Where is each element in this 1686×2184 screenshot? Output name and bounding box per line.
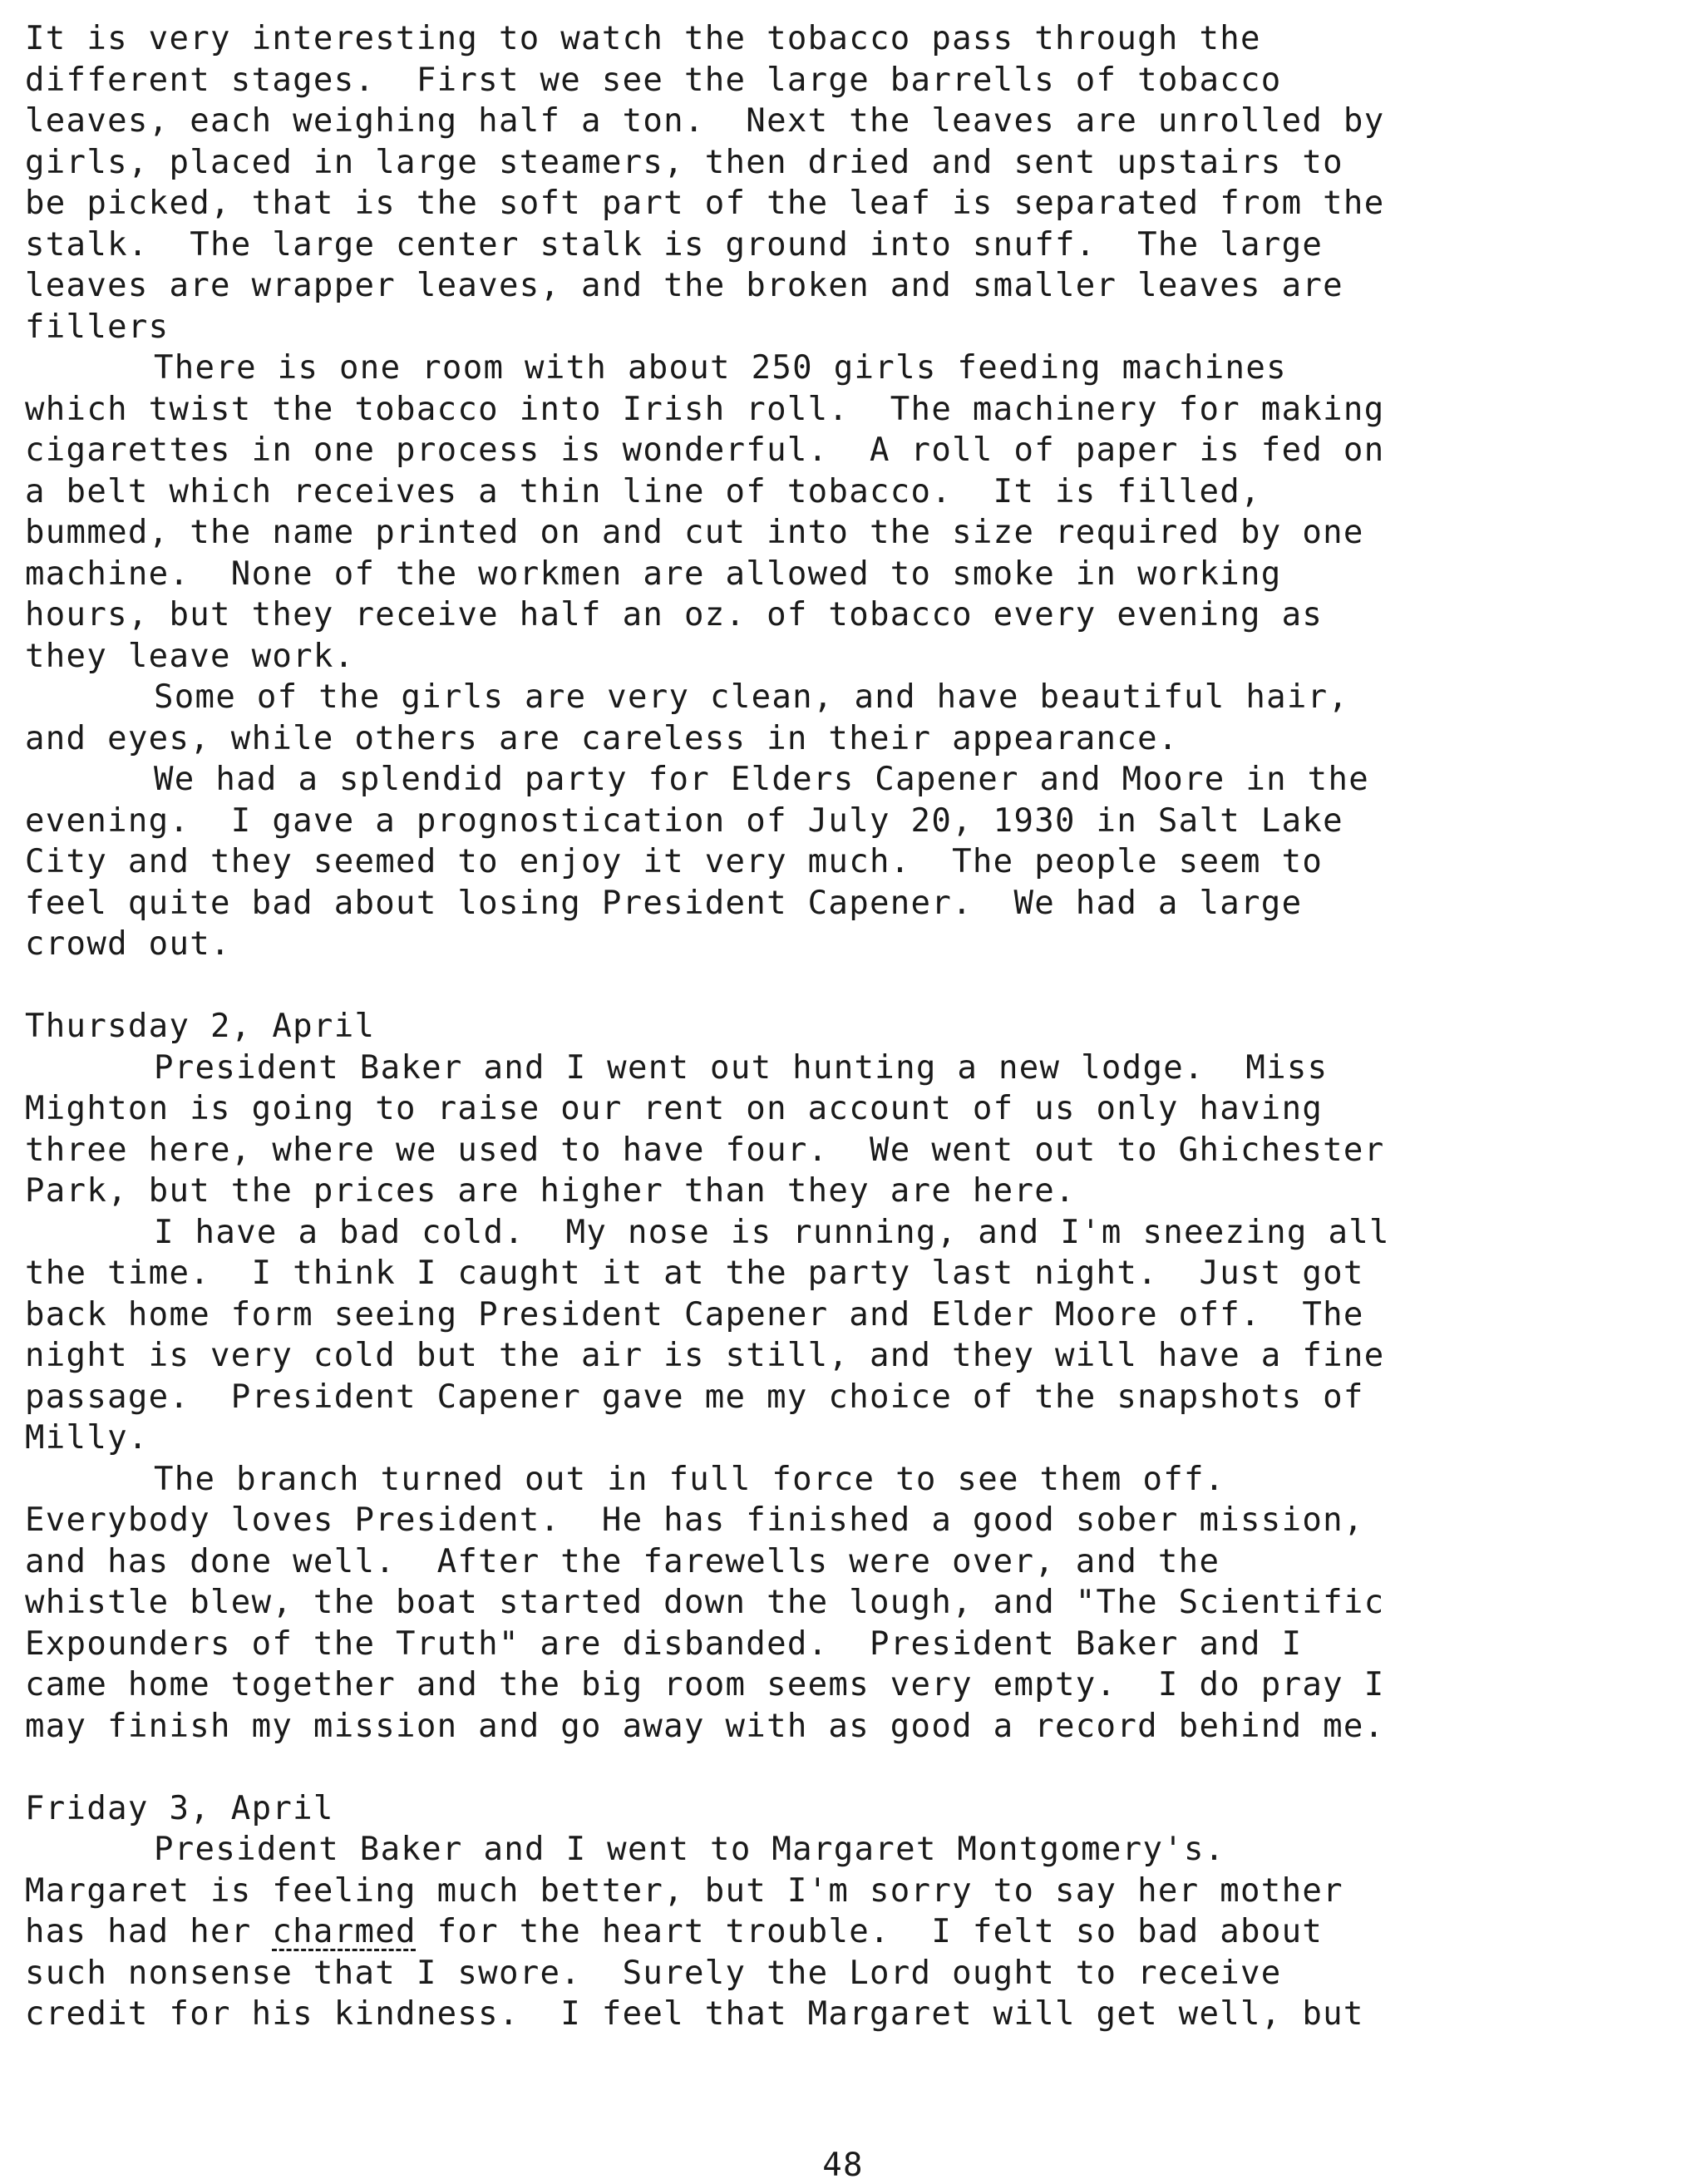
text-line: be picked, that is the soft part of the leaf is separated from the (25, 185, 1385, 222)
text-line: such nonsense that I swore. Surely the Lord ought to receive (25, 1954, 1282, 1992)
text-line: leaves, each weighing half a ton. Next the leaves are unrolled by (25, 102, 1385, 140)
text-line: cigarettes in one process is wonderful. A roll of paper is fed on (25, 431, 1385, 469)
underlined-word: charmed (272, 1913, 417, 1950)
text-line: City and they seemed to enjoy it very much. The people seem to (25, 843, 1324, 880)
text-line: different stages. First we see the large barrells of tobacco (25, 61, 1282, 99)
text-line: Some of the girls are very clean, and have beautiful hair, (154, 678, 1349, 716)
text-line: bummed, the name printed on and cut into the size required by one (25, 514, 1364, 551)
text-segment: has had her (25, 1913, 273, 1950)
text-line: stalk. The large center stalk is ground into snuff. The large (25, 225, 1324, 264)
text-line: back home form seeing President Capener and Elder Moore off. The (25, 1295, 1364, 1334)
date-heading: Thursday 2, April (25, 1008, 376, 1045)
blank-line (25, 965, 1679, 1007)
text-line: The branch turned out in full force to see them off. (154, 1460, 1225, 1498)
text-line: a belt which receives a thin line of tobacco. It is filled, (25, 472, 1261, 510)
typewritten-journal-text (25, 18, 1679, 2035)
text-line: crowd out. (25, 925, 231, 963)
text-line: I have a bad cold. My nose is running, and I'm sneezing all (154, 1213, 1390, 1251)
text-line: machine. None of the workmen are allowed to smoke in working (25, 555, 1282, 593)
text-line: girls, placed in large steamers, then dried and sent upstairs to (25, 143, 1343, 181)
text-line: hours, but they receive half an oz. of tobacco every evening as (25, 596, 1324, 634)
text-line: Margaret is feeling much better, but I'm sorry to say her mother (25, 1871, 1343, 1910)
text-line: night is very cold but the air is still, and they will have a fine (25, 1337, 1385, 1374)
date-heading: Friday 3, April (25, 1789, 334, 1827)
text-line: fillers (25, 308, 170, 346)
text-line: came home together and the big room seems very empty. I do pray I (25, 1666, 1385, 1703)
text-line: We had a splendid party for Elders Capener and Moore in the (154, 761, 1370, 798)
text-line: President Baker and I went out hunting a new lodge. Miss (154, 1048, 1329, 1087)
text-line: leaves are wrapper leaves, and the broken and smaller leaves are (25, 267, 1343, 304)
text-line: It is very interesting to watch the tobacco pass through the (25, 20, 1261, 57)
text-line: whistle blew, the boat started down the lough, and "The Scientific (25, 1584, 1385, 1621)
text-line: Park, but the prices are higher than they are here. (25, 1172, 1076, 1210)
text-line: which twist the tobacco into Irish roll. The machinery for making (25, 390, 1385, 428)
text-line: evening. I gave a prognostication of July 20, 1930 in Salt Lake (25, 801, 1343, 840)
text-line: There is one room with about 250 girls feeding machines (154, 349, 1287, 387)
text-line (25, 1911, 1679, 1953)
text-line: may finish my mission and go away with as good a record behind me. (25, 1707, 1385, 1745)
text-line: feel quite bad about losing President Capener. We had a large (25, 884, 1303, 922)
text-line: and has done well. After the farewells were over, and the (25, 1542, 1220, 1580)
text-line: Milly. (25, 1419, 149, 1457)
page-number: 48 (822, 2147, 864, 2184)
text-line: President Baker and I went to Margaret Montgomery's. (154, 1831, 1225, 1868)
text-line: Everybody loves President. He has finished a good sober mission, (25, 1501, 1364, 1539)
blank-line (25, 1747, 1679, 1788)
text-line: three here, where we used to have four. We went out to Ghichester (25, 1131, 1385, 1169)
text-line: they leave work. (25, 637, 355, 675)
text-line: Mighton is going to raise our rent on account of us only having (25, 1090, 1324, 1127)
text-line: credit for his kindness. I feel that Margaret will get well, but (25, 1995, 1364, 2033)
text-segment: for the heart trouble. I felt so bad about (416, 1913, 1324, 1950)
text-line: the time. I think I caught it at the party last night. Just got (25, 1255, 1364, 1292)
text-line: passage. President Capener gave me my choice of the snapshots of (25, 1378, 1364, 1416)
text-line: and eyes, while others are careless in their appearance. (25, 719, 1179, 757)
text-line: Expounders of the Truth" are disbanded. President Baker and I (25, 1624, 1303, 1663)
